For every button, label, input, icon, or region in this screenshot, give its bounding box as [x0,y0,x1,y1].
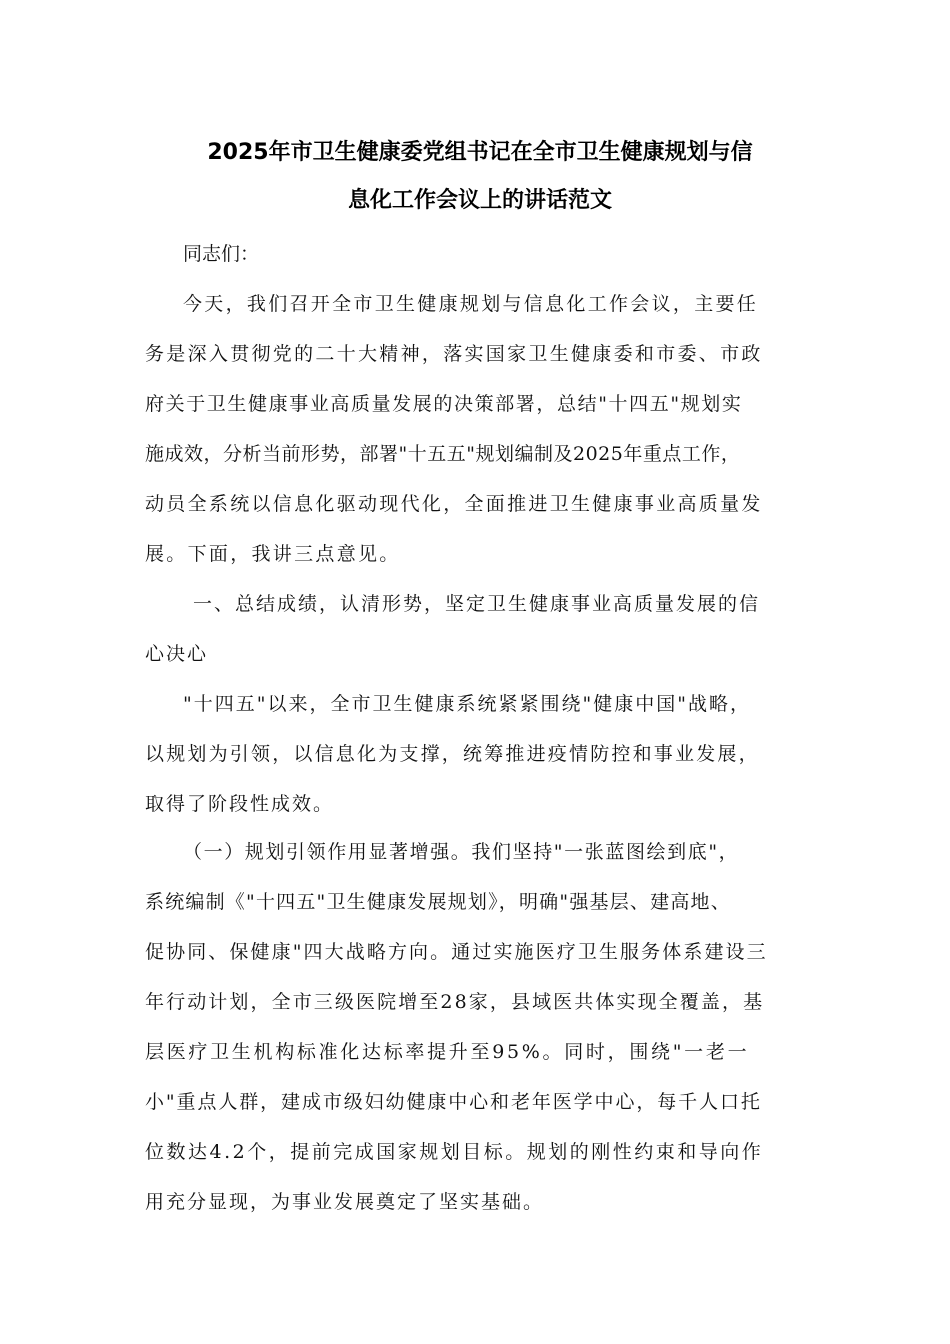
subsection-1-line-8: 用充分显现，为事业发展奠定了坚实基础。 [145,1191,545,1213]
subsection-1-line-2: 系统编制《"十四五"卫生健康发展规划》，明确"强基层、建高地、 [145,891,731,913]
section-1-para-line-2: 以规划为引领，以信息化为支撑，统筹推进疫情防控和事业发展， [145,743,760,765]
intro-line-6: 展。下面，我讲三点意见。 [145,543,401,565]
subsection-1-line-6: 小"重点人群，建成市级妇幼健康中心和老年医学中心，每千人口托 [145,1091,762,1113]
subsection-1-line-1: （一）规划引领作用显著增强。我们坚持"一张蓝图绘到底"， [183,841,740,863]
section-1-heading-line-2: 心决心 [145,643,209,665]
section-1-heading-line-1: 一、总结成绩，认清形势，坚定卫生健康事业高质量发展的信 [193,593,761,615]
subsection-1-line-5: 层医疗卫生机构标准化达标率提升至95%。同时，围绕"一老一 [145,1041,750,1063]
section-1-para-line-1: "十四五"以来，全市卫生健康系统紧紧围绕"健康中国"战略， [183,693,751,715]
document-title-line-1: 2025年市卫生健康委党组书记在全市卫生健康规划与信 [207,140,753,165]
subsection-1-line-3: 促协同、保健康"四大战略方向。通过实施医疗卫生服务体系建设三 [145,941,768,963]
intro-line-4: 施成效，分析当前形势，部署"十五五"规划编制及2025年重点工作， [145,443,741,465]
document-title-line-2: 息化工作会议上的讲话范文 [347,188,612,213]
salutation: 同志们： [183,243,260,265]
section-1-para-line-3: 取得了阶段性成效。 [145,793,335,815]
intro-line-2: 务是深入贯彻党的二十大精神，落实国家卫生健康委和市委、市政 [145,343,763,365]
subsection-1-line-4: 年行动计划，全市三级医院增至28家，县域医共体实现全覆盖，基 [145,991,765,1013]
intro-line-1: 今天，我们召开全市卫生健康规划与信息化工作会议，主要任 [183,293,759,315]
subsection-1-line-7: 位数达4.2个，提前完成国家规划目标。规划的刚性约束和导向作 [145,1141,764,1163]
intro-line-5: 动员全系统以信息化驱动现代化，全面推进卫生健康事业高质量发 [145,493,763,515]
intro-line-3: 府关于卫生健康事业高质量发展的决策部署，总结"十四五"规划实 [145,393,743,415]
